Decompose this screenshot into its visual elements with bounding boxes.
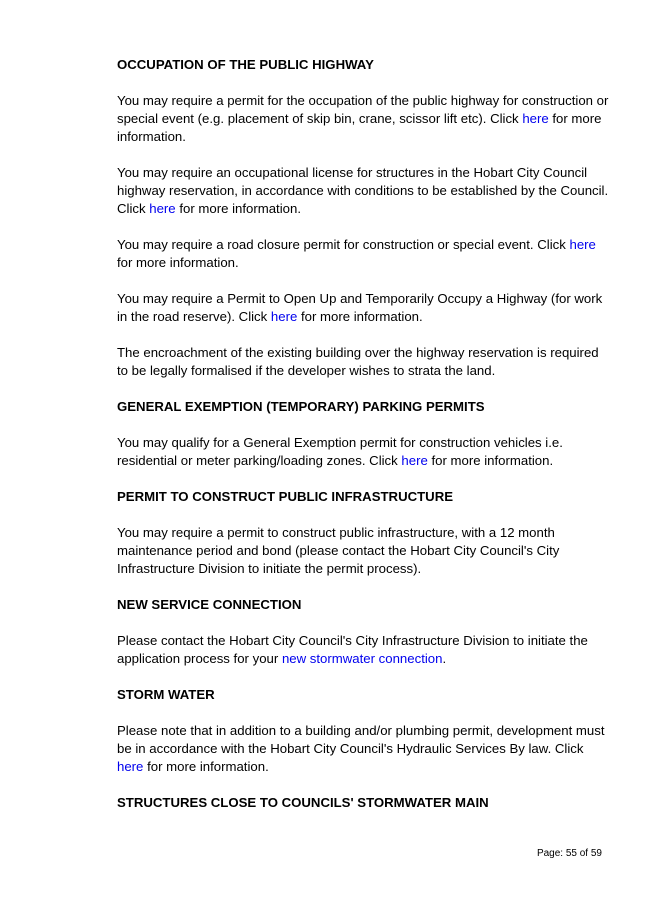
paragraph-occupation-permit — [117, 92, 609, 146]
page-number: Page: 55 of 59 — [536, 848, 602, 859]
link-hydraulic-services[interactable]: here — [117, 759, 144, 774]
text: You may require a road closure permit for construction or special event. Click — [117, 237, 570, 252]
paragraph-service-connection — [117, 632, 609, 668]
text: You may require a permit for the occupation of the public highway for construction or special event (e.g. placement of skip bin, crane, scissor lift etc). Click — [117, 93, 609, 126]
text: for more information. — [175, 201, 301, 216]
text: for more information. — [117, 255, 239, 270]
link-parking[interactable]: here — [401, 453, 428, 468]
text: You may require a Permit to Open Up and Temporarily Occupy a Highway (for work in the road reserve). Click — [117, 291, 603, 324]
link-road-closure[interactable]: here — [569, 237, 596, 252]
heading-infrastructure: PERMIT TO CONSTRUCT PUBLIC INFRASTRUCTURE — [117, 489, 454, 504]
text: . — [442, 651, 447, 666]
text: for more information. — [117, 111, 602, 144]
text: You may require an occupational license for structures in the Hobart City Council highway reservation, in accordance with conditions to be established by the Council. Click — [117, 165, 609, 216]
heading-service-connection: NEW SERVICE CONNECTION — [117, 597, 302, 612]
paragraph-parking — [117, 434, 609, 470]
link-stormwater-connection[interactable]: new stormwater connection — [281, 651, 443, 666]
link-open-up-highway[interactable]: here — [270, 309, 298, 324]
heading-parking: GENERAL EXEMPTION (TEMPORARY) PARKING PERMITS — [117, 399, 485, 414]
document-page — [117, 56, 609, 830]
text: for more information. — [297, 309, 423, 324]
text: Please contact the Hobart City Council's City Infrastructure Division to initiate the application process for your — [117, 633, 588, 666]
text: Please note that in addition to a building and/or plumbing permit, development must be in accordance with the Hobart City Council's Hydraulic Services By law. Click — [117, 723, 605, 756]
paragraph-encroachment: The encroachment of the existing building over the highway reservation is required to be legally formalised if the developer wishes to strata the land. — [117, 345, 599, 378]
paragraph-occupational-license — [117, 164, 609, 218]
link-occupation-permit[interactable]: here — [522, 111, 549, 126]
text: You may qualify for a General Exemption permit for construction vehicles i.e. residential or meter parking/loading zones. Click — [117, 435, 563, 468]
text: for more information. — [427, 453, 554, 468]
text: for more information. — [143, 759, 269, 774]
heading-storm-water: STORM WATER — [117, 687, 215, 702]
paragraph-infrastructure: You may require a permit to construct public infrastructure, with a 12 month maintenance period and bond (please contact the Hobart City Council's City Infrastructure Division to initiate the permit process). — [117, 525, 560, 576]
link-occupational-license[interactable]: here — [149, 201, 176, 216]
heading-structures-stormwater: STRUCTURES CLOSE TO COUNCILS' STORMWATER MAIN — [117, 795, 489, 810]
paragraph-open-up-highway — [117, 290, 609, 326]
heading-occupation: OCCUPATION OF THE PUBLIC HIGHWAY — [117, 57, 374, 72]
paragraph-storm-water — [117, 722, 609, 776]
paragraph-road-closure — [117, 236, 609, 272]
